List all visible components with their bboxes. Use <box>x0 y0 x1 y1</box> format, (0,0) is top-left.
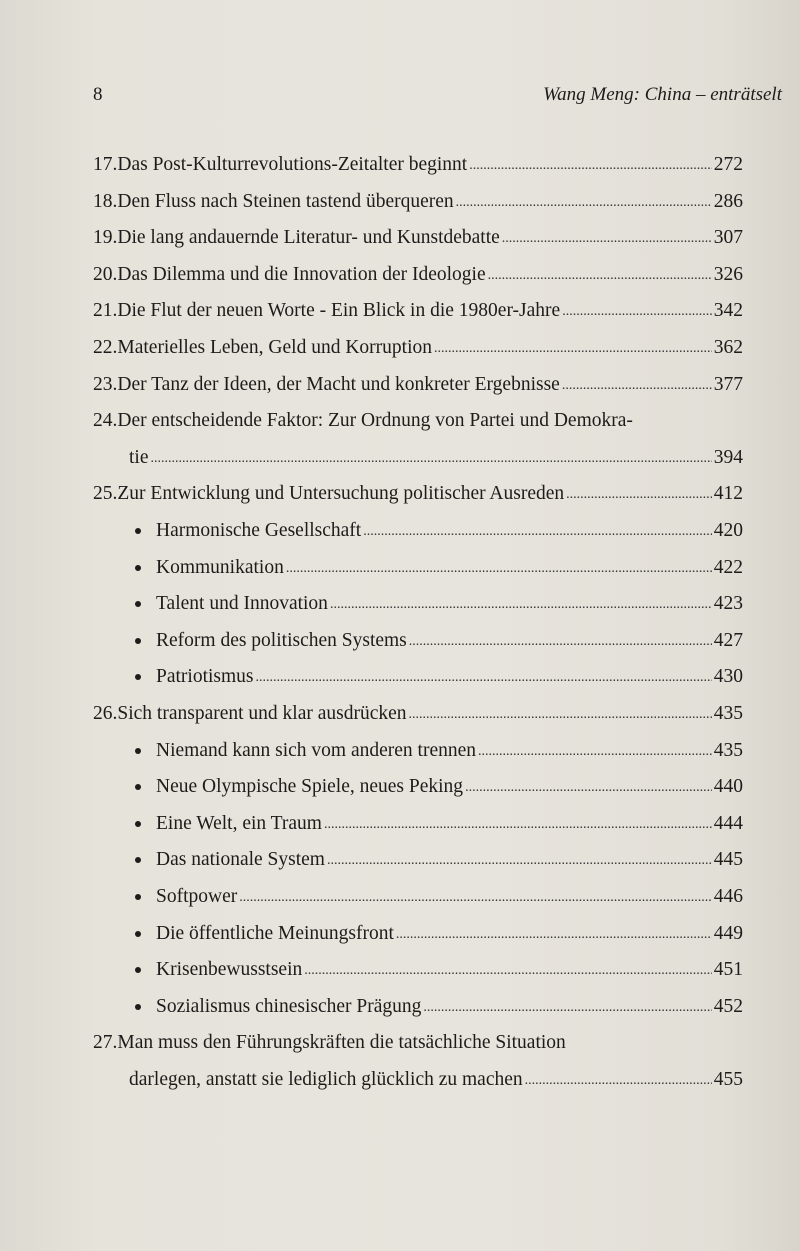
toc-entry <box>93 221 743 255</box>
toc-entry-title: Krisenbewusstsein <box>156 959 303 981</box>
toc-entry-page: 451 <box>713 959 743 981</box>
toc-entry-title: Der Tanz der Ideen, der Macht und konkreter Ergebnisse <box>117 373 560 395</box>
toc-entry <box>135 734 743 768</box>
bullet-icon <box>135 821 141 827</box>
bullet-icon <box>135 894 141 900</box>
toc-entry-title: Neue Olympische Spiele, neues Peking <box>156 776 464 798</box>
toc-entry-page: 307 <box>713 227 743 249</box>
dot-leader <box>363 515 712 549</box>
toc-entry-number: 23. <box>93 373 118 395</box>
dot-leader <box>465 771 712 805</box>
toc-entry-number: 19. <box>93 227 118 249</box>
toc-entry <box>93 185 743 219</box>
page-number: 8 <box>93 84 103 105</box>
toc-entry <box>135 917 743 951</box>
dot-leader <box>488 259 712 293</box>
dot-leader <box>304 954 712 988</box>
toc-entry <box>93 148 743 182</box>
toc-entry-page: 420 <box>713 520 743 541</box>
toc-entry-page: 440 <box>713 776 743 798</box>
toc-entry-title: Eine Welt, ein Traum <box>156 812 322 834</box>
dot-leader <box>256 661 712 695</box>
dot-leader <box>525 1064 712 1098</box>
toc-entry-number: 18. <box>93 190 118 212</box>
toc-entry <box>135 587 743 621</box>
dot-leader <box>478 735 712 769</box>
dot-leader <box>327 844 712 878</box>
toc-entry-page: 445 <box>713 849 743 871</box>
bullet-icon <box>135 638 141 644</box>
toc-entry-number: 22. <box>93 337 118 358</box>
toc-entry-title: Niemand kann sich vom anderen trennen <box>156 739 477 761</box>
toc-entry-page: 444 <box>713 812 743 834</box>
toc-entry-number: 26. <box>93 703 118 724</box>
toc-entry-title: Zur Entwicklung und Untersuchung politischer Ausreden <box>117 483 565 505</box>
toc-entry <box>93 697 743 731</box>
toc-entry-page: 427 <box>713 629 743 651</box>
toc-entry-number: 21. <box>93 300 118 322</box>
toc-entry-page: 452 <box>713 995 743 1017</box>
dot-leader <box>562 295 712 329</box>
toc-entry-title: Den Fluss nach Steinen tastend überqueren <box>117 190 454 212</box>
toc-entry <box>135 624 743 658</box>
toc-entry <box>93 258 743 292</box>
toc-entry <box>135 990 743 1024</box>
toc-entry-title: Harmonische Gesellschaft <box>156 520 362 541</box>
bullet-icon <box>135 967 141 973</box>
toc-entry-page: 446 <box>713 886 743 907</box>
toc-entry-title: Sozialismus chinesischer Prägung <box>156 995 422 1017</box>
toc-entry-page: 362 <box>713 337 743 358</box>
dot-leader <box>239 881 712 915</box>
page-header <box>93 84 782 112</box>
toc-entry <box>93 477 743 511</box>
toc-entry-number: 27. <box>93 1032 118 1054</box>
dot-leader <box>502 222 712 256</box>
bullet-icon <box>135 1004 141 1010</box>
toc-entry <box>93 404 743 438</box>
toc-entry <box>93 331 743 365</box>
toc-entry-number: 24. <box>93 410 118 432</box>
toc-entry-title: Materielles Leben, Geld und Korruption <box>117 337 432 358</box>
toc-entry-title: Kommunikation <box>156 556 284 578</box>
bullet-icon <box>135 748 141 754</box>
toc-entry-page: 377 <box>713 373 743 395</box>
toc-entry <box>135 880 743 914</box>
bullet-icon <box>135 528 141 534</box>
toc-entry <box>135 514 743 548</box>
toc-entry <box>135 953 743 987</box>
toc-entry-title: Talent und Innovation <box>156 593 328 615</box>
running-title: Wang Meng: China – enträtselt <box>543 84 782 105</box>
toc-entry-title: Der entscheidende Faktor: Zur Ordnung von Partei und Demokra- <box>117 410 633 432</box>
toc-entry-page: 286 <box>713 190 743 212</box>
dot-leader <box>324 808 712 842</box>
dot-leader <box>566 478 712 512</box>
toc-entry-title-continued: tie <box>129 446 149 468</box>
toc-entry-title: Die lang andauernde Literatur- und Kunstdebatte <box>117 227 500 249</box>
bullet-icon <box>135 674 141 680</box>
toc-entry-title: Das Post-Kulturrevolutions-Zeitalter beginnt <box>117 154 468 175</box>
toc-entry <box>135 843 743 877</box>
toc-entry-page: 326 <box>713 263 743 285</box>
dot-leader <box>562 369 712 403</box>
toc-entry-title: Softpower <box>156 886 238 907</box>
toc-entry-title: Man muss den Führungskräften die tatsächliche Situation <box>117 1032 566 1054</box>
toc-entry-title: Das nationale System <box>156 849 325 871</box>
toc-entry-page: 342 <box>713 300 743 322</box>
toc-entry-title-continued: darlegen, anstatt sie lediglich glücklich zu machen <box>129 1069 523 1090</box>
dot-leader <box>151 442 712 476</box>
toc-entry-title: Die Flut der neuen Worte - Ein Blick in die 1980er-Jahre <box>117 300 561 322</box>
toc-entry-page: 272 <box>713 154 743 175</box>
toc-entry-title: Sich transparent und klar ausdrücken <box>117 703 407 724</box>
bullet-icon <box>135 857 141 863</box>
toc-entry-page: 412 <box>713 483 743 505</box>
dot-leader <box>409 698 712 732</box>
toc-entry-title: Die öffentliche Meinungsfront <box>156 922 394 944</box>
dot-leader <box>396 918 712 952</box>
dot-leader <box>409 625 712 659</box>
toc-entry-page: 435 <box>713 739 743 761</box>
toc-entry-title: Das Dilemma und die Innovation der Ideologie <box>117 263 486 285</box>
toc-entry <box>135 770 743 804</box>
bullet-icon <box>135 784 141 790</box>
toc-entry-page: 394 <box>713 446 743 468</box>
toc-entry <box>93 1026 743 1060</box>
toc-entry-number: 25. <box>93 483 118 505</box>
toc-entry <box>135 551 743 585</box>
dot-leader <box>456 186 712 220</box>
toc-entry <box>93 294 743 328</box>
toc-entry <box>93 368 743 402</box>
toc-entry-page: 455 <box>713 1069 743 1090</box>
toc-entry-page: 422 <box>713 556 743 578</box>
toc-entry-page: 430 <box>713 666 743 688</box>
bullet-icon <box>135 601 141 607</box>
dot-leader <box>434 332 712 366</box>
toc-entry-title: Patriotismus <box>156 666 254 688</box>
toc-entry <box>135 660 743 694</box>
bullet-icon <box>135 931 141 937</box>
toc-entry <box>129 441 743 475</box>
toc-entry-number: 20. <box>93 263 118 285</box>
toc-entry-number: 17. <box>93 154 118 175</box>
toc-entry-title: Reform des politischen Systems <box>156 629 407 651</box>
toc-entry <box>129 1063 743 1097</box>
toc-entry-page: 423 <box>713 593 743 615</box>
dot-leader <box>423 991 711 1025</box>
toc-entry-page: 435 <box>713 703 743 724</box>
dot-leader <box>286 552 712 586</box>
toc-entry-page: 449 <box>713 922 743 944</box>
dot-leader <box>469 149 712 183</box>
bullet-icon <box>135 565 141 571</box>
toc-entry <box>135 807 743 841</box>
dot-leader <box>330 588 712 622</box>
